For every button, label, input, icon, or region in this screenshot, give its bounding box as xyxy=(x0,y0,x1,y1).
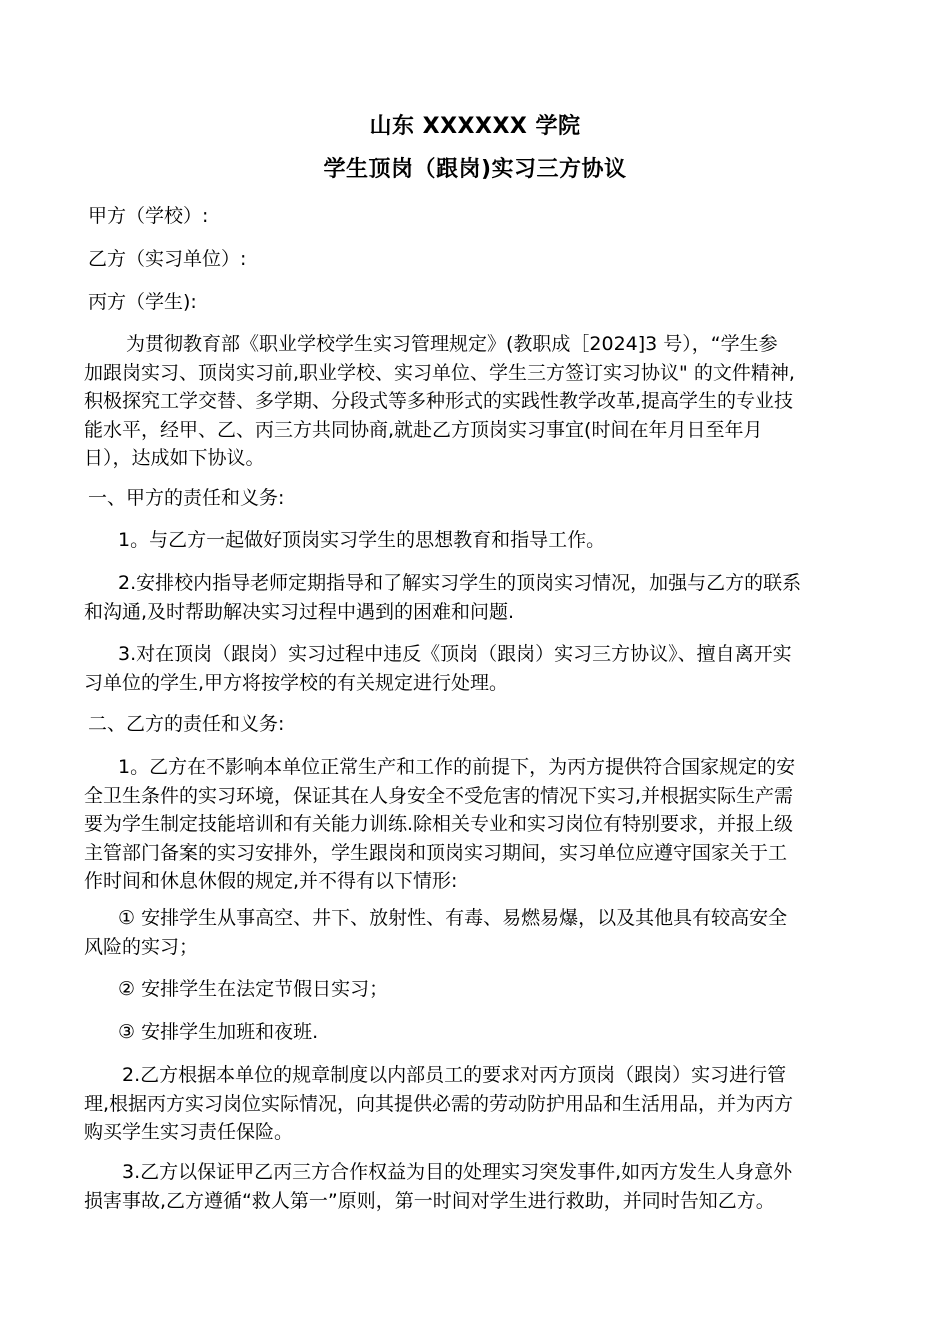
item-line: ① 安排学生从事高空、井下、放射性、有毒、易燃易爆，以及其他具有较高安全 xyxy=(118,907,788,929)
item-line: 理,根据丙方实习岗位实际情况，向其提供必需的劳动防护用品和生活用品，并为丙方 xyxy=(84,1092,794,1115)
section-2-item-3 xyxy=(84,1158,874,1215)
party-c-label: 丙方（学生): xyxy=(88,291,197,313)
item-line: 习单位的学生,甲方将按学校的有关规定进行处理。 xyxy=(84,671,509,694)
item-line: 1。乙方在不影响本单位正常生产和工作的前提下，为丙方提供符合国家规定的安 xyxy=(118,756,796,778)
item-line: 主管部门备案的实习安排外，学生跟岗和顶岗实习期间，实习单位应遵守国家关于工 xyxy=(84,841,788,864)
section-1-item-3 xyxy=(84,640,874,697)
item-line: 3.乙方以保证甲乙丙三方合作权益为目的处理实习突发事件,如丙方发生人身意外 xyxy=(122,1161,793,1183)
section-2-sub-1 xyxy=(84,904,874,961)
party-b-label: 乙方（实习单位）: xyxy=(88,248,247,270)
section-2-heading: 二、乙方的责任和义务: xyxy=(88,713,285,735)
intro-line: 加跟岗实习、顶岗实习前,职业学校、实习单位、学生三方签订实习协议" 的文件精神, xyxy=(84,361,795,384)
intro-line: 日），达成如下协议。 xyxy=(84,447,265,469)
section-1-item-2 xyxy=(84,569,874,626)
item-line: 2.安排校内指导老师定期指导和了解实习学生的顶岗实习情况，加强与乙方的联系 xyxy=(118,572,802,594)
item-line: 全卫生条件的实习环境，保证其在人身安全不受危害的情况下实习,并根据实际生产需 xyxy=(84,784,794,807)
section-2-sub-3 xyxy=(84,1018,874,1047)
section-2-sub-2 xyxy=(84,975,874,1004)
section-2-item-1 xyxy=(84,753,874,896)
section-1-heading: 一、甲方的责任和义务: xyxy=(88,487,285,509)
item-line: ② 安排学生在法定节假日实习； xyxy=(118,978,389,1000)
item-line: ③ 安排学生加班和夜班. xyxy=(118,1021,319,1043)
intro-line: 为贯彻教育部《职业学校学生实习管理规定》(教职成［2024]3 号），“学生参 xyxy=(126,333,778,355)
item-line: 风险的实习； xyxy=(84,935,199,958)
section-1-item-1 xyxy=(84,526,874,555)
intro-line: 积极探究工学交替、多学期、分段式等多种形式的实践性教学改革,提高学生的专业技 xyxy=(84,390,794,412)
item-line: 1。与乙方一起做好顶岗实习学生的思想教育和指导工作。 xyxy=(118,529,606,551)
item-line: 要为学生制定技能培训和有关能力训练.除相关专业和实习岗位有特别要求，并报上级 xyxy=(84,813,794,835)
item-line: 损害事故,乙方遵循“救人第一”原则，第一时间对学生进行救助，并同时告知乙方。 xyxy=(84,1189,775,1212)
item-line: 作时间和休息休假的规定,并不得有以下情形: xyxy=(84,870,458,892)
item-line: 购买学生实习责任保险。 xyxy=(84,1121,294,1143)
item-line: 和沟通,及时帮助解决实习过程中遇到的困难和问题. xyxy=(84,600,515,623)
intro-paragraph xyxy=(84,330,874,473)
section-2-item-2 xyxy=(84,1061,874,1147)
intro-line: 能水平，经甲、乙、丙三方共同协商,就赴乙方顶岗实习事宜(时间在年月日至年月 xyxy=(84,418,763,441)
item-line: 2.乙方根据本单位的规章制度以内部员工的要求对丙方顶岗（跟岗）实习进行管 xyxy=(122,1064,787,1086)
party-a-label: 甲方（学校）: xyxy=(88,205,209,227)
document-title: 学生顶岗（跟岗)实习三方协议 xyxy=(323,157,627,182)
school-name: 山东 XXXXXX 学院 xyxy=(369,114,581,139)
item-line: 3.对在顶岗（跟岗）实习过程中违反《顶岗（跟岗）实习三方协议》、擅自离开实 xyxy=(118,643,792,665)
